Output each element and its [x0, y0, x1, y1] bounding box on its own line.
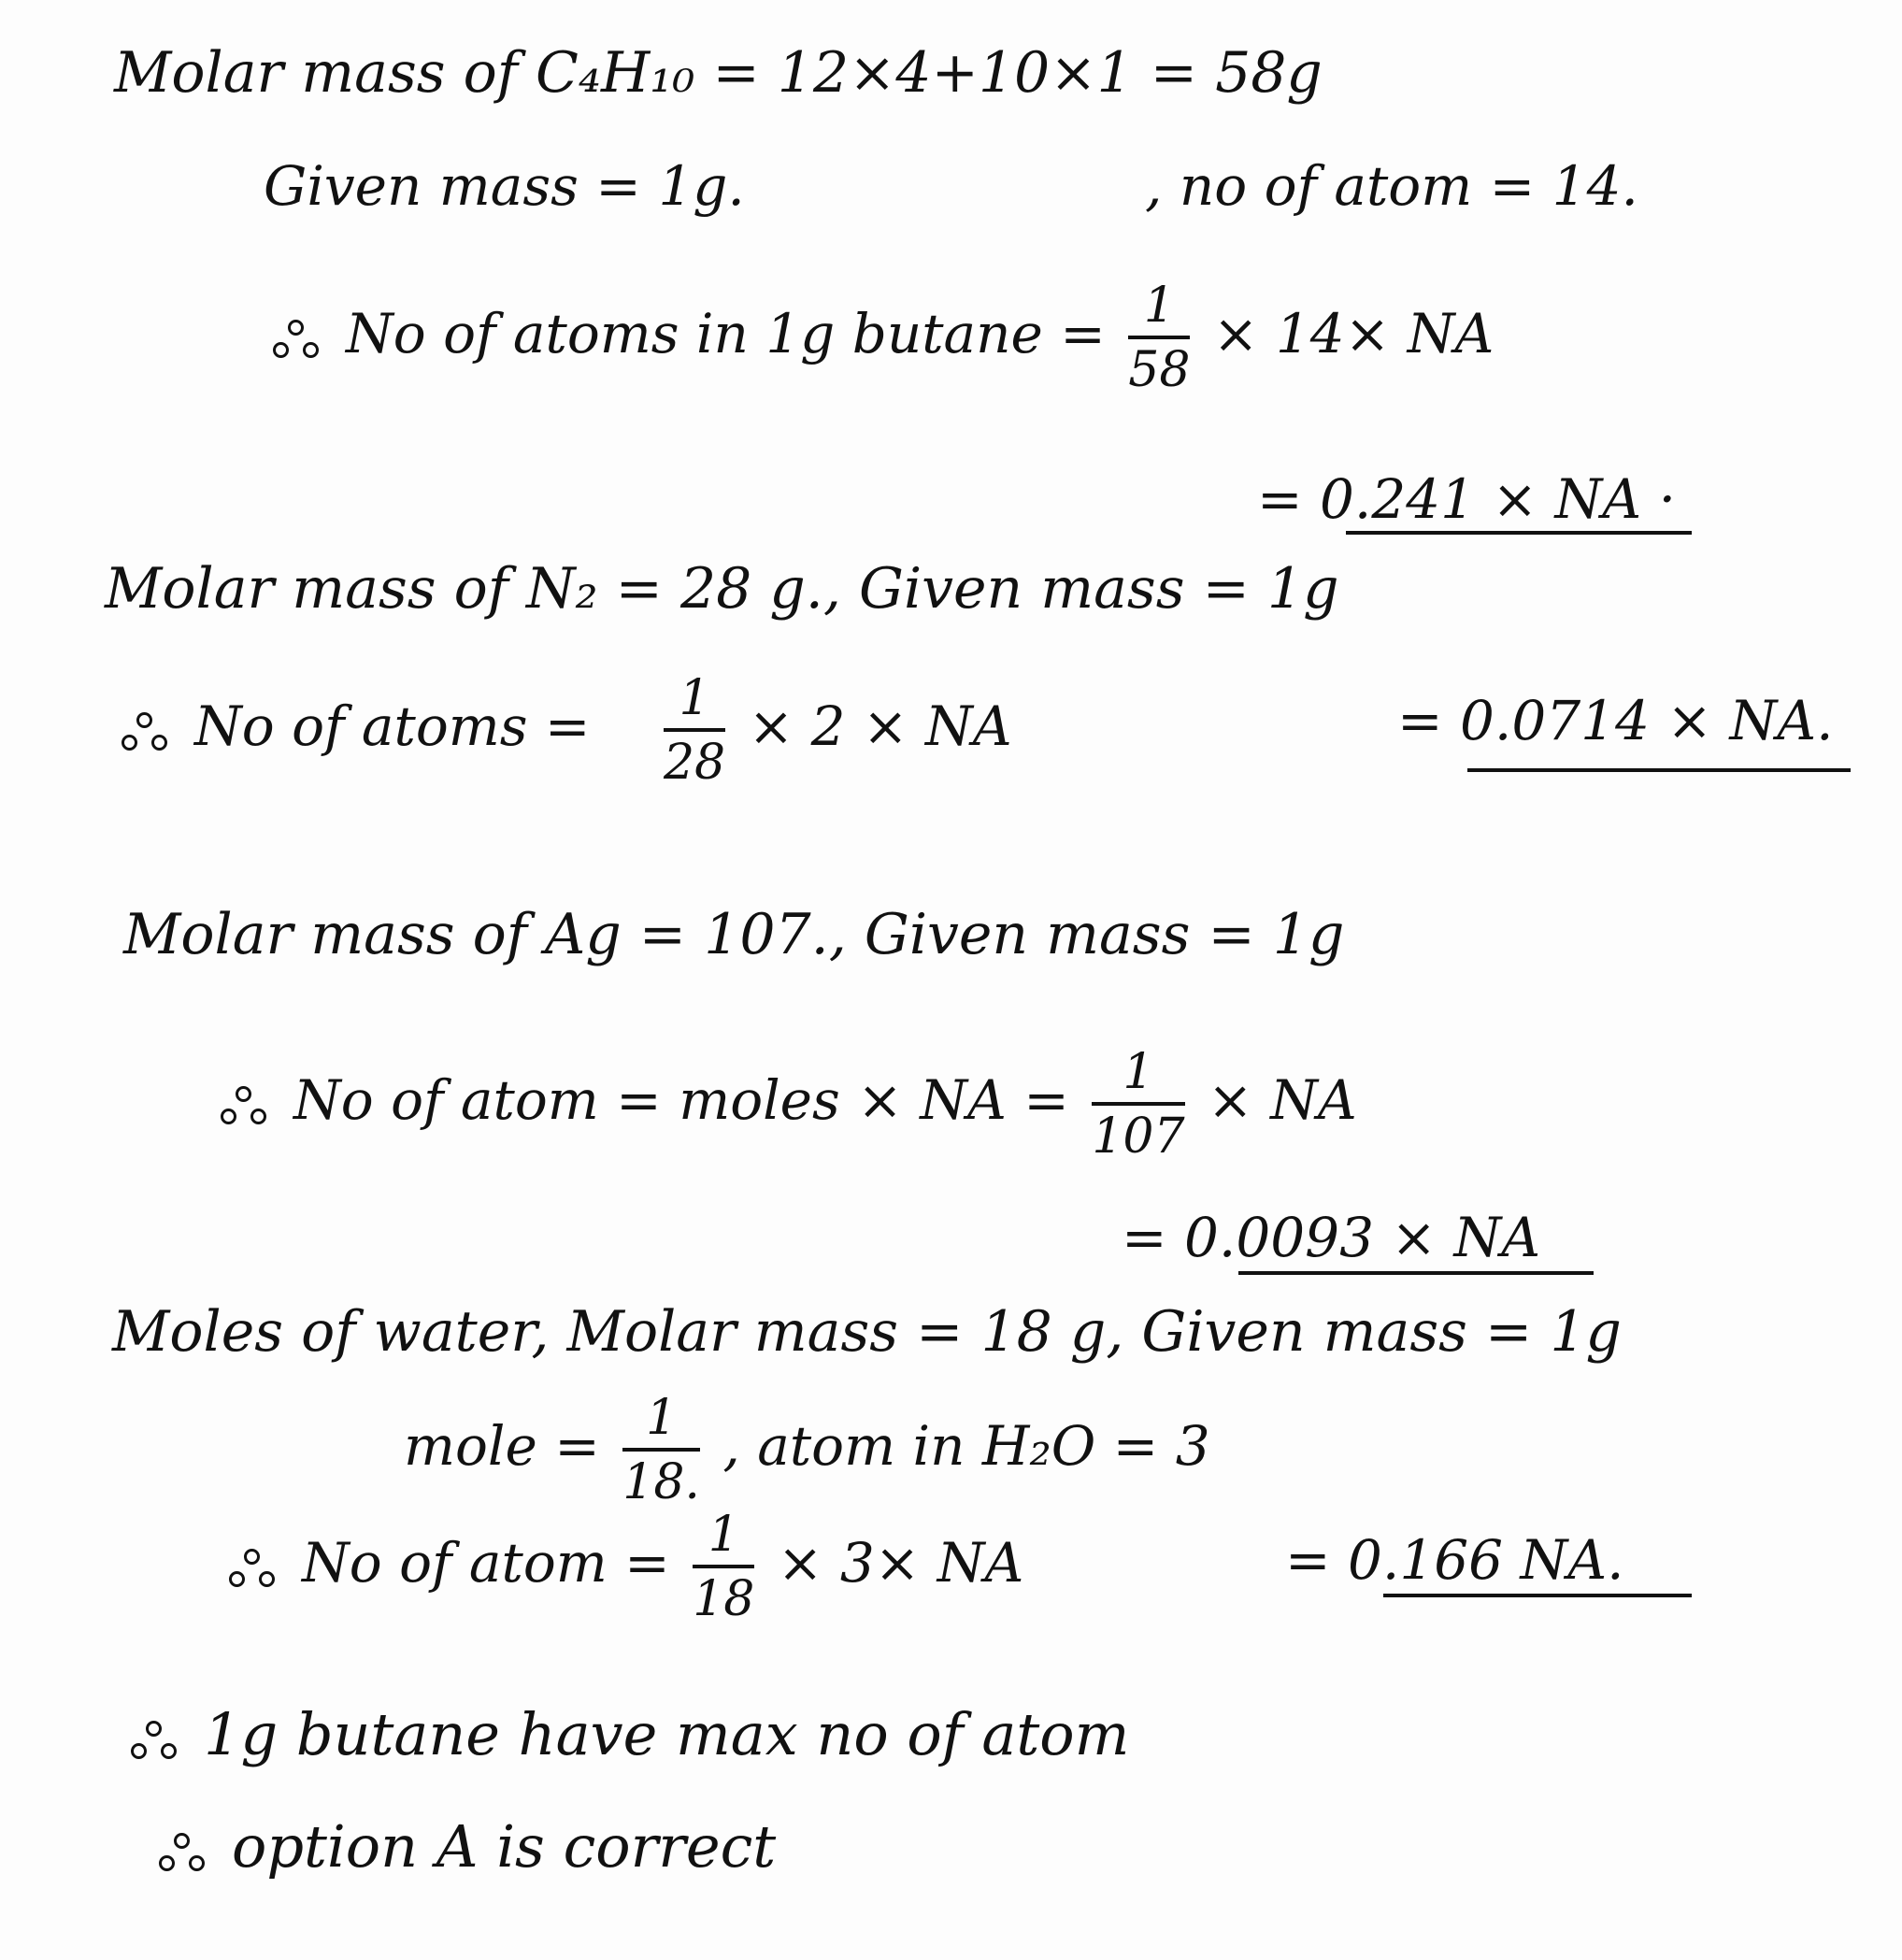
silver-atoms-row	[221, 1044, 1357, 1165]
fraction-denominator: 58	[1128, 341, 1191, 398]
butane-result: = 0.241 × NA ·	[1257, 467, 1677, 531]
therefore-icon	[159, 1833, 204, 1870]
therefore-icon	[273, 320, 318, 357]
nitrogen-fraction	[663, 670, 726, 791]
therefore-icon	[221, 1086, 265, 1123]
butane-result-underline	[1346, 531, 1692, 535]
water-mole-label: mole =	[404, 1413, 600, 1478]
silver-result: = 0.0093 × NA	[1122, 1206, 1541, 1269]
therefore-icon	[131, 1721, 176, 1758]
fraction-numerator: 1	[693, 1509, 754, 1568]
fraction-numerator: 1	[622, 1393, 700, 1452]
water-atoms-label: No of atom =	[302, 1530, 670, 1595]
therefore-icon	[122, 712, 166, 750]
butane-molar-mass-line: Molar mass of C₄H₁₀ = 12×4+10×1 = 58g	[114, 40, 1323, 106]
nitrogen-atoms-tail: × 2 × NA	[748, 694, 1012, 758]
silver-molar-mass-line: Molar mass of Ag = 107., Given mass = 1g	[123, 902, 1345, 967]
water-fraction	[693, 1507, 755, 1627]
water-mole-fraction	[622, 1390, 700, 1510]
conclusion-text-2: option A is correct	[232, 1812, 777, 1881]
fraction-denominator: 18.	[622, 1453, 700, 1510]
conclusion-line-2	[159, 1812, 777, 1881]
fraction-denominator: 18	[693, 1570, 755, 1627]
fraction-numerator: 1	[1128, 280, 1190, 339]
water-atoms-tail: × 3× NA	[777, 1530, 1024, 1595]
butane-atoms-tail: × 14× NA	[1212, 301, 1494, 365]
butane-atom-count: , no of atom = 14.	[1145, 154, 1638, 218]
silver-result-underline	[1238, 1271, 1594, 1275]
butane-atoms-label: No of atoms in 1g butane =	[346, 301, 1106, 365]
nitrogen-result-underline	[1467, 768, 1851, 772]
nitrogen-result: = 0.0714 × NA.	[1397, 689, 1834, 752]
conclusion-line-1	[131, 1700, 1130, 1768]
nitrogen-atoms-row	[122, 670, 1012, 791]
silver-atoms-label: No of atom = moles × NA =	[293, 1067, 1069, 1132]
silver-atoms-tail: × NA	[1208, 1067, 1357, 1132]
butane-fraction	[1128, 278, 1191, 398]
fraction-denominator: 107	[1092, 1108, 1185, 1165]
nitrogen-atoms-label: No of atoms =	[194, 694, 591, 758]
therefore-icon	[229, 1549, 274, 1586]
fraction-numerator: 1	[664, 673, 725, 732]
water-atoms-row	[229, 1507, 1024, 1627]
water-result-underline	[1383, 1594, 1692, 1597]
water-moles-line: Moles of water, Molar mass = 18 g, Given mass = 1g	[112, 1299, 1622, 1365]
water-atom-count: , atom in H₂O = 3	[722, 1413, 1210, 1478]
fraction-denominator: 28	[663, 734, 726, 791]
conclusion-text-1: 1g butane have max no of atom	[204, 1700, 1130, 1768]
water-mole-row	[404, 1390, 1210, 1510]
butane-atoms-row	[273, 278, 1494, 398]
nitrogen-molar-mass-line: Molar mass of N₂ = 28 g., Given mass = 1g	[105, 556, 1339, 622]
fraction-numerator: 1	[1092, 1047, 1184, 1106]
butane-given-mass: Given mass = 1g.	[264, 154, 745, 218]
silver-fraction	[1092, 1044, 1185, 1165]
water-result: = 0.166 NA.	[1285, 1528, 1624, 1592]
